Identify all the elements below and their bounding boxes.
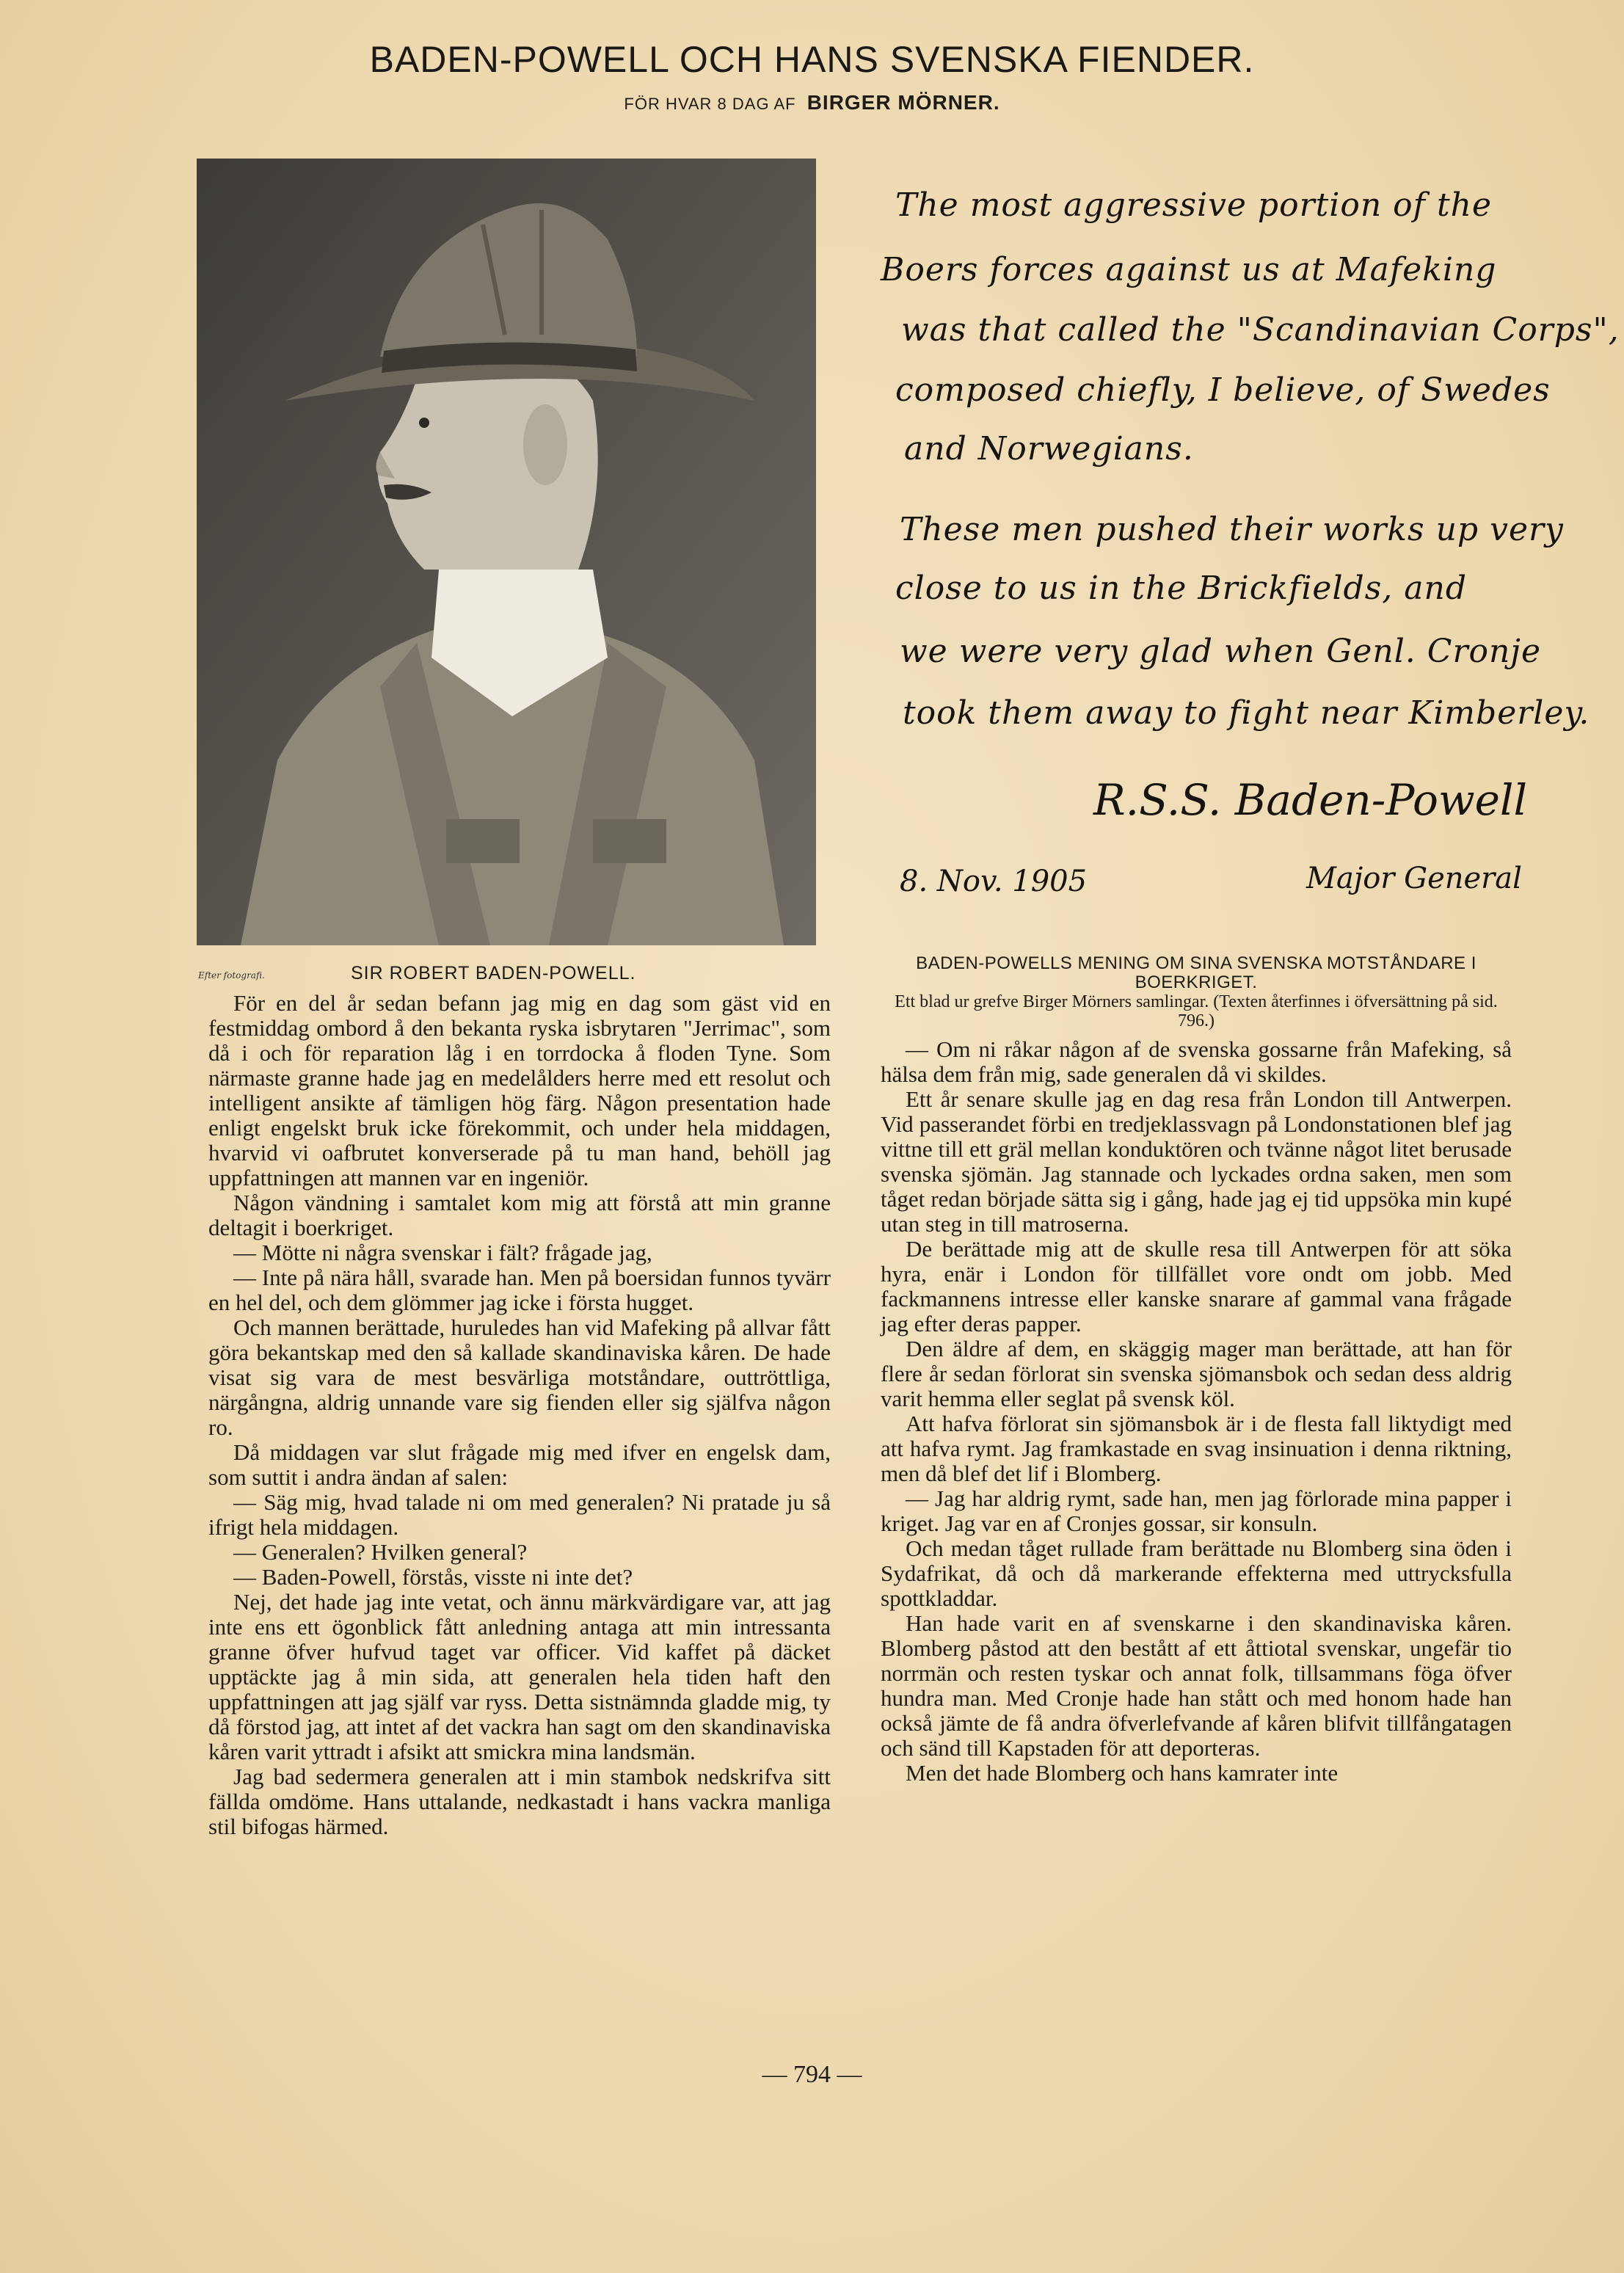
paragraph: — Generalen? Hvilken general? (233, 1539, 528, 1565)
letter-line: we were very glad when Genl. Cronje (900, 633, 1541, 670)
handwritten-letter (873, 159, 1620, 922)
left-column (208, 991, 831, 1839)
paragraph: Men det hade Blomberg och hans kamrater inte (906, 1760, 1339, 1786)
letter-rank: Major General (1306, 862, 1522, 895)
paragraph: — Om ni råkar någon af de svenska gossarne från Mafeking, så hälsa dem från mig, sade generalen då vi skildes. (881, 1036, 1512, 1087)
paragraph: Och medan tåget rullade fram berättade nu Blomberg sina öden i Sydafrikat, då och då markerande effekterna med uttrycksfulla spottkladdar. (881, 1535, 1512, 1611)
byline-prefix: FÖR HVAR 8 DAG AF (624, 95, 796, 113)
paragraph: De berättade mig att de skulle resa till Antwerpen för att söka hyra, enär i London för tillfället vore ondt om jobb. Med fackmannens intresse eller kanske snarare af gammal vana frågade jag efter deras papper. (881, 1236, 1512, 1336)
letter-line: These men pushed their works up very (900, 511, 1564, 548)
page-title: BADEN-POWELL OCH HANS SVENSKA FIENDER. (369, 39, 1255, 80)
letter-caption-sub: Ett blad ur grefve Birger Mörners samlingar. (Texten återfinnes i öfversättning på sid. 796.) (895, 992, 1498, 1030)
paragraph: Ett år senare skulle jag en dag resa från London till Antwerpen. Vid passerandet förbi en tredjeklassvagn på Londonstationen blef jag vittne till ett gräl mellan konduktören och tvänne något litet berusade svenska sjömän. Jag stannade och lyckades ordna saken, men som tåget redan började sätta sig i gång, hade jag ej tid uppsöka min kupé utan steg in till matroserna. (881, 1086, 1512, 1237)
letter-line: The most aggressive portion of the (895, 186, 1493, 224)
paragraph: — Mötte ni några svenskar i fält? frågade jag, (233, 1240, 652, 1265)
byline (0, 91, 1624, 114)
letter-line: and Norwegians. (904, 430, 1194, 468)
portrait-photo (197, 159, 816, 945)
paragraph: Den äldre af dem, en skäggig mager man berättade, att han för flere år sedan förlorat sin svenska sjömansbok och sedan dess aldrig varit hemma eller seglat på svensk köl. (881, 1336, 1512, 1411)
letter-line: close to us in the Brickfields, and (895, 570, 1467, 607)
paragraph: Och mannen berättade, huruledes han vid Mafeking på allvar fått göra bekantskap med den så kallade skandinaviska kåren. De hade visat sig vara de mest besvärliga motståndare, outtröttliga, närgångna, aldrig unnande vare sig fienden eller sig själfva någon ro. (208, 1314, 831, 1440)
paragraph: Då middagen var slut frågade mig med ifver en engelsk dam, som suttit i andra ändan af salen: (208, 1439, 831, 1490)
paragraph: Nej, det hade jag inte vetat, och ännu märkvärdigare var, att jag inte ens ett ögonblick fått anledning antaga att min intressanta granne öfver hufvud taget var officer. Vid kaffet på däcket upptäckte jag å min sida, att generalen hela tiden haft den uppfattningen att jag själf var ryss. Detta sistnämnda gladde mig, ty då förstod jag, att intet af det vackra han sagt om den skandinaviska kåren varit yttradt i afsikt att smickra mina landsmän. (208, 1589, 831, 1764)
letter-line: Boers forces against us at Mafeking (881, 251, 1497, 288)
photo-credit: Efter fotografi. (198, 970, 265, 981)
photo-caption: SIR ROBERT BADEN-POWELL. (351, 963, 636, 983)
paragraph: — Baden-Powell, förstås, visste ni inte det? (233, 1564, 633, 1590)
page-number: — 794 — (762, 2061, 862, 2088)
letter-caption-main: BADEN-POWELLS MENING OM SINA SVENSKA MOTSTÅNDARE I BOERKRIGET. (916, 953, 1476, 992)
byline-author: BIRGER MÖRNER. (806, 91, 1000, 114)
portrait-illustration (197, 159, 816, 945)
paragraph: Någon vändning i samtalet kom mig att förstå att min granne deltagit i boerkriget. (208, 1190, 831, 1240)
letter-caption (881, 954, 1512, 1030)
paragraph: — Säg mig, hvad talade ni om med generalen? Ni pratade ju så ifrigt hela middagen. (208, 1489, 831, 1540)
paragraph: Han hade varit en af svenskarne i den skandinaviska kåren. Blomberg påstod att den bestått af ett åttiotal svenskar, ungefär tio norrmän och resten tyskar och annat folk, tillsammans föga öfver hundra man. Med Cronje hade han stått och med honom hade han också jämte de få andra öfverlefvande af kåren blifvit tillfångatagen och sänd till Kapstaden för att deporteras. (881, 1610, 1512, 1761)
paragraph: — Inte på nära håll, svarade han. Men på boersidan funnos tyvärr en hel del, och dem glömmer jag icke i första hugget. (208, 1265, 831, 1315)
paragraph: — Jag har aldrig rymt, sade han, men jag förlorade mina papper i kriget. Jag var en af Cronjes gossar, sir konsuln. (881, 1485, 1512, 1536)
letter-line: composed chiefly, I believe, of Swedes (895, 371, 1551, 409)
signature: R.S.S. Baden-Powell (1093, 775, 1528, 825)
letter-date: 8. Nov. 1905 (900, 865, 1088, 898)
paragraph: Att hafva förlorat sin sjömansbok är i de flesta fall liktydigt med att hafva rymt. Jag framkastade en svag insinuation i denna riktning, men då blef det lif i Blomberg. (881, 1411, 1512, 1486)
paragraph: Jag bad sedermera generalen att i min stambok nedskrifva sitt fällda omdöme. Hans uttalande, nedkastadt i hans vackra manliga stil bifogas härmed. (208, 1764, 831, 1839)
right-column (881, 1037, 1512, 1786)
letter-line: took them away to fight near Kimberley. (903, 694, 1590, 732)
paragraph: För en del år sedan befann jag mig en dag som gäst vid en festmiddag ombord å den bekanta ryska isbrytaren "Jerrimac", som då i och för reparation låg i en torrdocka å floden Tyne. Som närmaste granne hade jag en medelålders herre med ett resolut och intelligent ansikte af tämligen hög färg. Någon presentation hade enligt engelskt bruk icke förekommit, och under hela middagen, hvarvid vi oafbrutet konverserade på tu man hand, behöll jag uppfattningen att mannen var en ingeniör. (208, 990, 831, 1190)
letter-line: was that called the "Scandinavian Corps", (901, 311, 1620, 349)
